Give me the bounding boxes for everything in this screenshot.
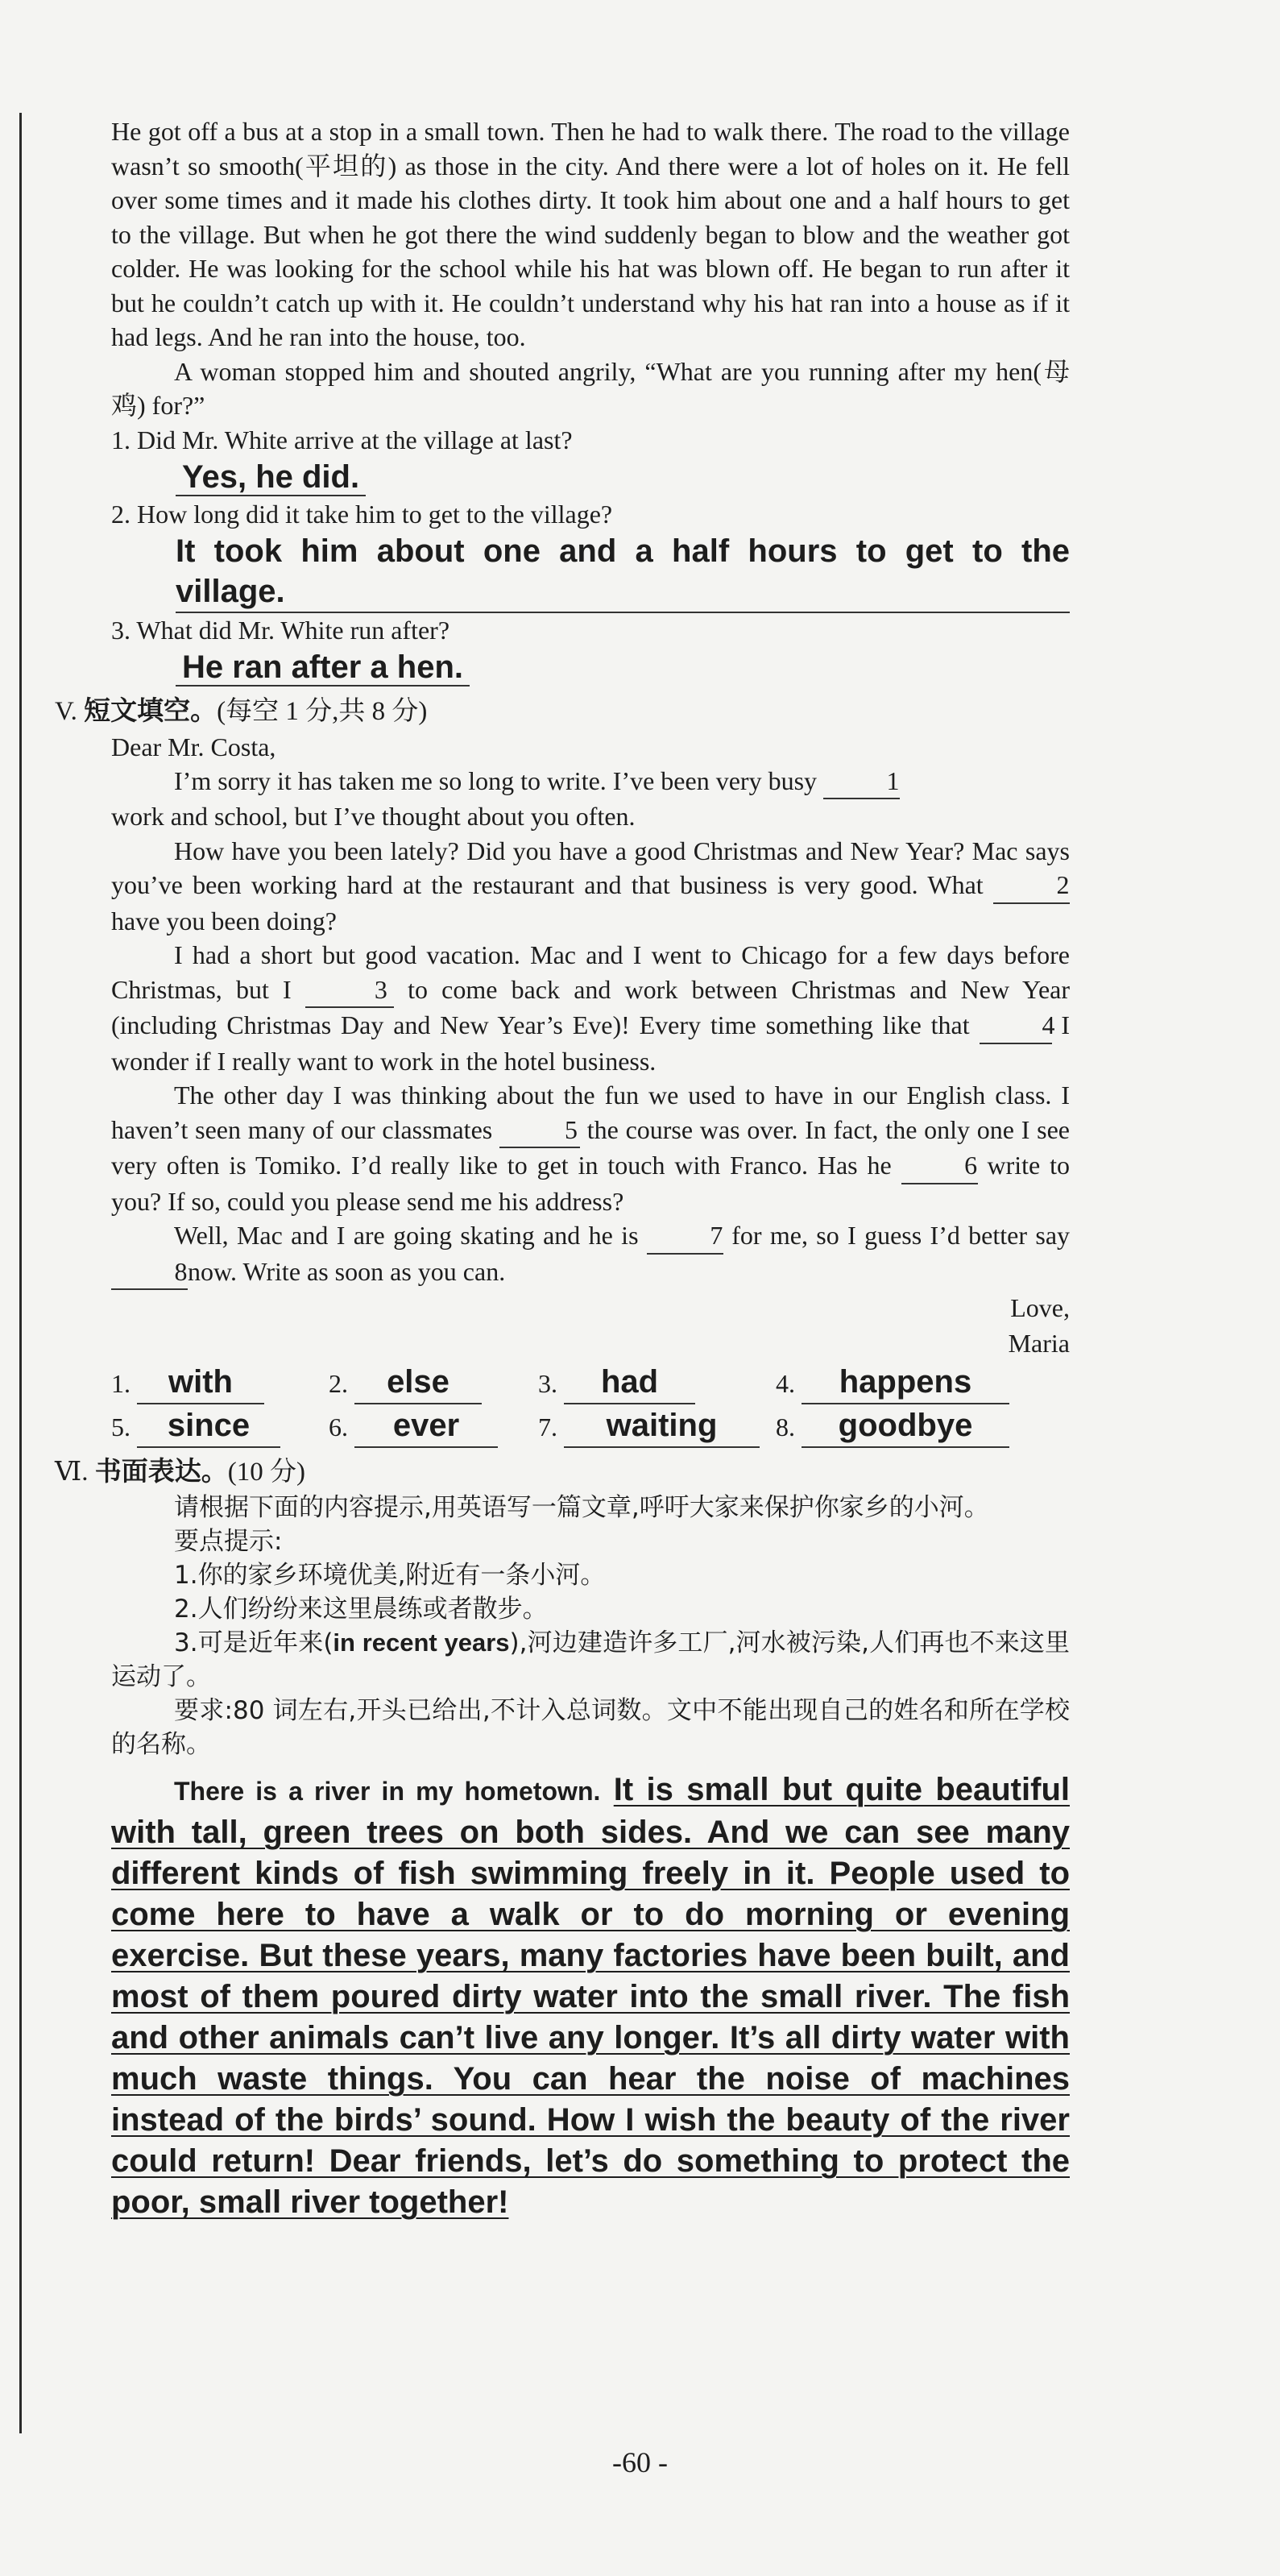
letter-closing: Love, — [1010, 1293, 1070, 1322]
blank-3: 3 — [305, 973, 394, 1009]
passage-paragraph: A woman stopped him and shouted angrily, “What are you running after my hen(母鸡) for?” — [111, 356, 1071, 420]
section-heading: V. 短文填空。(每空 1 分,共 8 分) — [55, 694, 428, 726]
writing-instructions: 请根据下面的内容提示,用英语写一篇文章,呼吁大家来保护你家乡的小河。 — [174, 1493, 989, 1522]
answer-word: goodbye — [802, 1404, 1009, 1448]
letter-paragraph: How have you been lately? Did you have a good Christmas and New Year? Mac says you’ve been working hard at the restaurant and that business is very good. What 2have you been doing? — [111, 836, 1070, 935]
blank-8: 8 — [111, 1255, 188, 1291]
hint-title: 要点提示: — [174, 1527, 283, 1556]
question: 3. What did Mr. White run after? — [111, 615, 450, 645]
essay-opening: There is a river in my hometown. — [174, 1777, 601, 1806]
letter-greeting: Dear Mr. Costa, — [111, 732, 276, 761]
margin-rule — [19, 113, 22, 2433]
answer: He ran after a hen. — [176, 647, 1070, 687]
hint-item: 3.可是近年来(in recent years),河边建造许多工厂,河水被污染,人们再也不来这里运动了。 — [111, 1628, 1070, 1691]
blank-5: 5 — [499, 1113, 580, 1149]
answer-word: ever — [354, 1404, 498, 1448]
writing-requirement: 要求:80 词左右,开头已给出,不计入总词数。文中不能出现自己的姓名和所在学校的名称。 — [111, 1696, 1070, 1759]
answer-word: happens — [802, 1361, 1009, 1404]
answer-row: 1. with 2. else 3. had 4. happens — [111, 1361, 1070, 1404]
question: 1. Did Mr. White arrive at the village at last? — [111, 425, 573, 454]
answer-word: waiting — [564, 1404, 760, 1448]
letter-signature: Maria — [1008, 1329, 1070, 1358]
blank-7: 7 — [647, 1218, 723, 1255]
letter-paragraph: Well, Mac and I are going skating and he is 7 for me, so I guess I’d better say 8now. Write as soon as you can. — [111, 1218, 1070, 1290]
blank-1: 1 — [823, 764, 900, 800]
blank-2: 2 — [993, 868, 1070, 904]
answer-word: since — [137, 1404, 280, 1448]
answer-word: with — [137, 1361, 264, 1404]
blank-6: 6 — [901, 1148, 978, 1184]
section-heading: Ⅵ. 书面表达。(10 分) — [55, 1455, 305, 1487]
essay — [111, 1769, 1070, 2223]
letter-paragraph: I had a short but good vacation. Mac and I went to Chicago for a few days before Christmas, but I 3 to come back and work between Christmas and New Year (including Christmas Day and New Year’s Eve)! Every time something like that 4 I wonder if I really want to work in the hotel business. — [111, 940, 1071, 1076]
question: 2. How long did it take him to get to the village? — [111, 499, 613, 529]
letter-paragraph: I’m sorry it has taken me so long to write. I’ve been very busy 1 work and school, but I’ve thought about you often. — [111, 764, 1070, 834]
essay-body: It is small but quite beautiful with tall, green trees on both sides. And we can see many different kinds of fish swimming freely in it. People used to come here to have a walk or to do morning or evening exercise. But these years, many factories have been built, and most of them poured dirty water into the small river. The fish and other animals can’t live any longer. It’s all dirty water with much waste things. You can hear the noise of machines instead of the birds’ sound. How I wish the beauty of the river could return! Dear friends, let’s do something to protect the poor, small river together! — [111, 1772, 1070, 2220]
answer-row: 5. since 6. ever 7. waiting 8. goodbye — [111, 1404, 1070, 1448]
passage-paragraph: He got off a bus at a stop in a small town. Then he had to walk there. The road to the village wasn’t so smooth(平坦的) as those in the city. And there were a lot of holes on it. He fell over some times and it made his clothes dirty. It took him about one and a half hours to get to the village. But when he got there the wind suddenly began to blow and the weather got colder. He was looking for the school while his hat was blown off. He began to run after it but he couldn’t catch up with it. He couldn’t understand why his hat ran into a house as if it had legs. And he ran into the house, too. — [111, 117, 1070, 351]
reading-passage — [55, 114, 1071, 2223]
answer-word: else — [354, 1361, 482, 1404]
blank-4: 4 — [980, 1008, 1052, 1044]
answer-word: had — [564, 1361, 695, 1404]
letter-paragraph: The other day I was thinking about the fun we used to have in our English class. I haven’t seen many of our classmates 5 the course was over. In fact, the only one I see very often is Tomiko. I’d really like to get in touch with Franco. Has he 6 write to you? If so, could you please send me his address? — [111, 1081, 1071, 1216]
hint-item: 2.人们纷纷来这里晨练或者散步。 — [174, 1595, 548, 1624]
answer: Yes, he did. — [176, 457, 1070, 497]
page-number: -60 - — [612, 2446, 668, 2479]
answer: It took him about one and a half hours to get to the village. — [176, 531, 1070, 613]
hint-item: 1.你的家乡环境优美,附近有一条小河。 — [174, 1561, 606, 1590]
